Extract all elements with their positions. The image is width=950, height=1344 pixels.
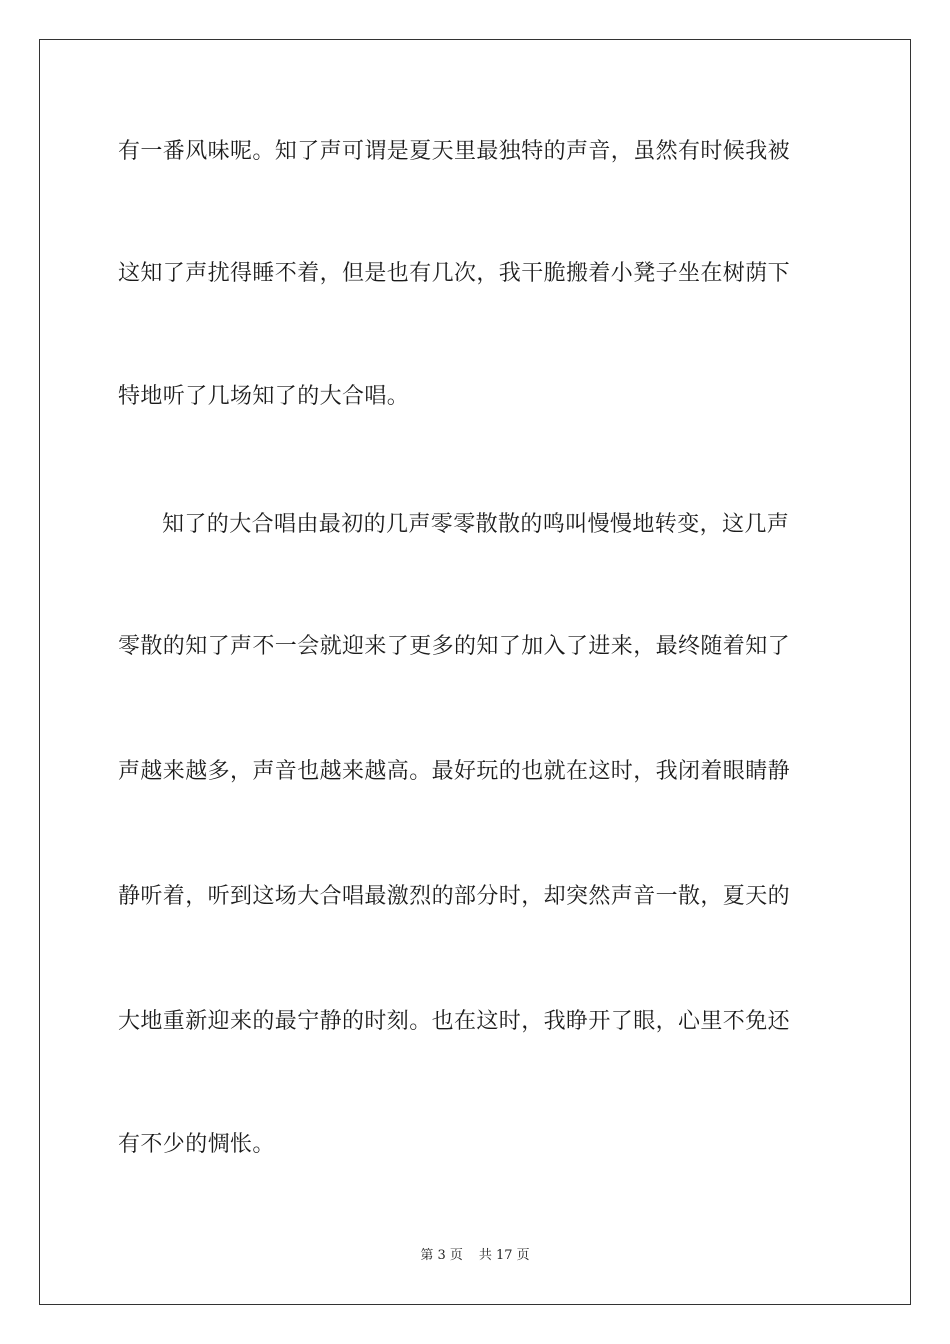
page-number-current: 第 3 页 bbox=[420, 1248, 463, 1263]
paragraph-first-line: 知了的大合唱由最初的几声零零散散的鸣叫慢慢地转变，这几声 bbox=[162, 512, 790, 537]
text-line: 有一番风味呢。知了声可谓是夏天里最独特的声音，虽然有时候我被 bbox=[118, 139, 791, 164]
text-line: 声越来越多，声音也越来越高。最好玩的也就在这时，我闭着眼睛静 bbox=[118, 759, 791, 784]
text-line: 大地重新迎来的最宁静的时刻。也在这时，我睁开了眼，心里不免还 bbox=[118, 1009, 791, 1034]
text-line: 零散的知了声不一会就迎来了更多的知了加入了进来，最终随着知了 bbox=[118, 634, 791, 659]
text-line: 有不少的惆怅。 bbox=[118, 1132, 275, 1157]
page-number-total: 共 17 页 bbox=[478, 1248, 530, 1263]
text-line: 静听着，听到这场大合唱最激烈的部分时，却突然声音一散，夏天的 bbox=[118, 884, 791, 909]
page-border bbox=[39, 39, 911, 1305]
page-footer bbox=[0, 1247, 950, 1265]
text-line: 特地听了几场知了的大合唱。 bbox=[118, 384, 410, 409]
text-line: 这知了声扰得睡不着，但是也有几次，我干脆搬着小凳子坐在树荫下 bbox=[118, 261, 791, 286]
